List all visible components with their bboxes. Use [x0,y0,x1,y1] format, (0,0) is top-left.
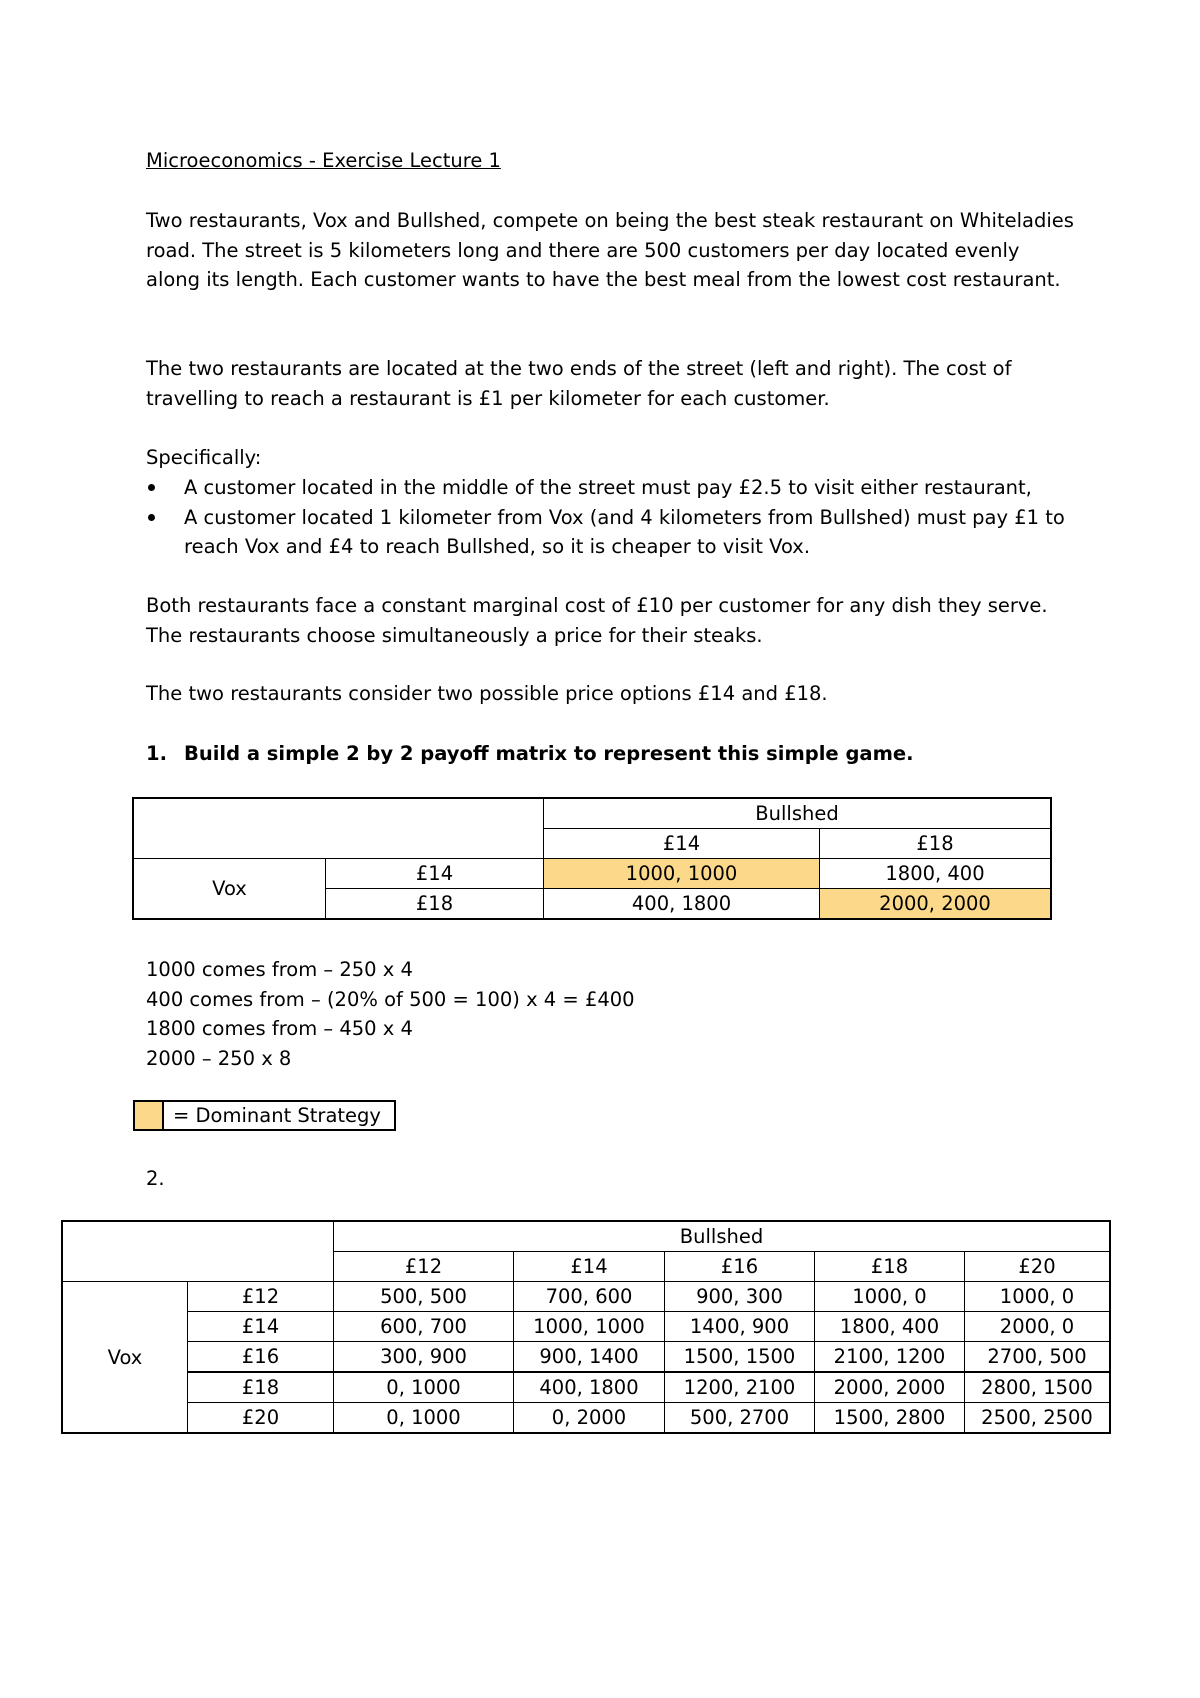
payoff-matrix-5x5 [62,1221,1110,1433]
payoff-cell: 0, 1000 [334,1403,514,1433]
row-price-header: £20 [188,1403,334,1433]
bullet-list [146,473,1076,562]
payoff-cell: 500, 2700 [665,1403,815,1433]
question-1 [146,739,1076,769]
column-price-header: £18 [815,1252,965,1282]
marginal-cost-paragraph: Both restaurants face a constant marginal cost of £10 per customer for any dish they serve. The restaurants choose simultaneously a price for their steaks. [146,594,1048,647]
payoff-cell: 0, 2000 [514,1403,665,1433]
payoff-cell: 500, 500 [334,1282,514,1312]
row-price-header: £14 [188,1312,334,1342]
payoff-cell: 2000, 0 [965,1312,1110,1342]
bullet-item: A customer located in the middle of the street must pay £2.5 to visit either restaurant, [146,473,1076,503]
price-options-paragraph: The two restaurants consider two possible price options £14 and £18. [146,682,828,705]
payoff-cell: 300, 900 [334,1342,514,1373]
explanation-line: 2000 – 250 x 8 [146,1046,292,1070]
column-player-label: Bullshed [334,1222,1110,1252]
payoff-cell-dominant: 2000, 2000 [820,889,1051,919]
payoff-cell: 2100, 1200 [815,1342,965,1373]
payoff-cell: 900, 300 [665,1282,815,1312]
payoff-cell: 1800, 400 [820,859,1051,889]
payoff-cell: 2500, 2500 [965,1403,1110,1433]
payoff-cell: 1400, 900 [665,1312,815,1342]
explanation-line: 1000 comes from – 250 x 4 [146,958,413,981]
payoff-cell: 600, 700 [334,1312,514,1342]
row-price-header: £16 [188,1342,334,1373]
payoff-cell: 900, 1400 [514,1342,665,1373]
question-1-number: 1. [146,742,167,765]
payoff-cell: 1500, 2800 [815,1403,965,1433]
row-price-header: £18 [188,1372,334,1403]
payoff-cell: 1000, 0 [815,1282,965,1312]
column-price-header: £20 [965,1252,1110,1282]
payoff-cell: 1000, 0 [965,1282,1110,1312]
empty-corner-cell [134,799,544,859]
legend-color-swatch [135,1102,164,1129]
row-price-header: £18 [326,889,544,919]
payoff-matrix-2x2 [133,798,1051,919]
empty-corner-cell [63,1222,334,1282]
column-price-header: £14 [544,829,820,859]
payoff-cell: 2000, 2000 [815,1372,965,1403]
intro-paragraph: Two restaurants, Vox and Bullshed, compete on being the best steak restaurant on Whiteladies road. The street is 5 kilometers long and there are 500 customers per day located evenly along its length. Each customer wants to have the best meal from the lowest cost restaurant. [146,209,1074,291]
column-price-header: £16 [665,1252,815,1282]
dominant-strategy-legend [133,1100,396,1131]
row-price-header: £12 [188,1282,334,1312]
row-player-label: Vox [134,859,326,919]
question-2-number: 2. [146,1167,165,1190]
payoff-cell: 700, 600 [514,1282,665,1312]
document-title: Microeconomics - Exercise Lecture 1 [146,149,501,172]
payoff-cell: 400, 1800 [544,889,820,919]
column-price-header: £18 [820,829,1051,859]
explanation-line: 1800 comes from – 450 x 4 [146,1017,413,1040]
column-price-header: £14 [514,1252,665,1282]
payoff-cell: 2800, 1500 [965,1372,1110,1403]
legend-label: = Dominant Strategy [173,1104,381,1127]
payoff-cell: 1000, 1000 [514,1312,665,1342]
payoff-cell-dominant: 1000, 1000 [544,859,820,889]
payoff-cell: 1500, 1500 [665,1342,815,1373]
specifically-label: Specifically: [146,446,262,469]
explanation-lines [146,955,1076,1073]
row-price-header: £14 [326,859,544,889]
column-price-header: £12 [334,1252,514,1282]
column-player-label: Bullshed [544,799,1051,829]
question-1-text: Build a simple 2 by 2 payoff matrix to represent this simple game. [184,742,914,765]
explanation-line: 400 comes from – (20% of 500 = 100) x 4 = £400 [146,987,635,1011]
row-player-label: Vox [63,1282,188,1433]
travel-cost-paragraph: The two restaurants are located at the two ends of the street (left and right). The cost of travelling to reach a restaurant is £1 per kilometer for each customer. [146,357,1012,410]
payoff-cell: 400, 1800 [514,1372,665,1403]
bullet-item: A customer located 1 kilometer from Vox (and 4 kilometers from Bullshed) must pay £1 to reach Vox and £4 to reach Bullshed, so it is cheaper to visit Vox. [146,503,1076,562]
payoff-cell: 2700, 500 [965,1342,1110,1373]
payoff-cell: 1800, 400 [815,1312,965,1342]
payoff-cell: 0, 1000 [334,1372,514,1403]
payoff-cell: 1200, 2100 [665,1372,815,1403]
